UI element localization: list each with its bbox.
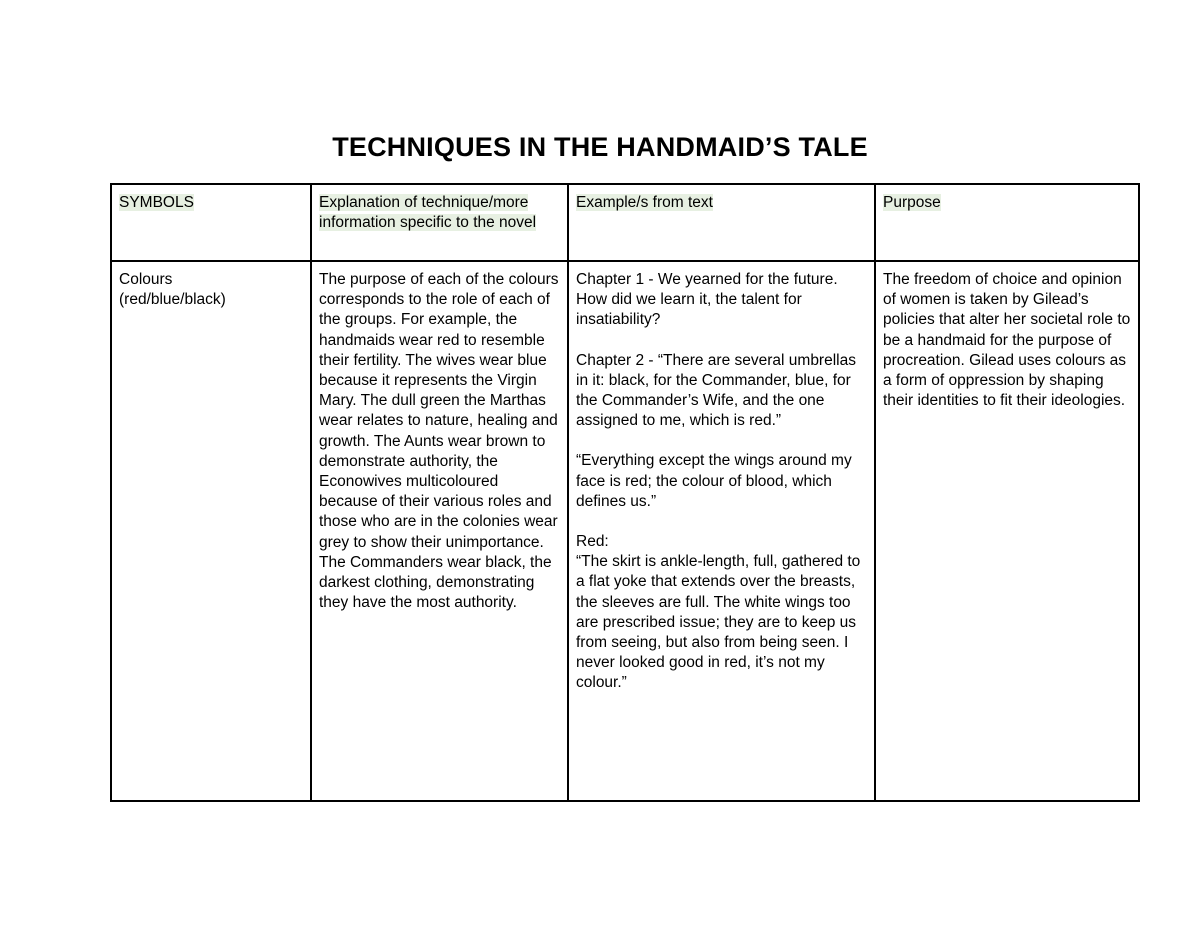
example-chapter-2: Chapter 2 - “There are several umbrellas in it: black, for the Commander, blue, for the Commander’s Wife, and the one assigned to me, which is red.” <box>576 351 856 430</box>
header-explanation: Explanation of technique/more information specific to the novel <box>319 194 537 232</box>
header-examples: Example/s from text <box>576 194 713 211</box>
header-cell-symbols <box>111 184 311 261</box>
purpose-text: The freedom of choice and opinion of women is taken by Gilead’s policies that alter her societal role to be a handmaid for the purpose of procreation. Gilead uses colours as a form of oppression by shaping their identities to fit their ideologies. <box>883 271 1131 410</box>
purpose-cell <box>875 261 1139 801</box>
example-wings-quote: “Everything except the wings around my face is red; the colour of blood, which defines us.” <box>576 452 852 510</box>
explanation-text: The purpose of each of the colours corresponds to the role of each of the groups. For example, the handmaids wear red to resemble their fertility. The wives wear blue because it represents the Virgin Mary. The dull green the Marthas wear relates to nature, healing and growth. The Aunts wear brown to demonstrate authority, the Econowives multicoloured because of their various roles and those who are in the colonies wear grey to show their unimportance. The Commanders wear black, the darkest clothing, demonstrating they have the most authority. <box>319 271 559 612</box>
header-cell-explanation <box>311 184 568 261</box>
header-symbols: SYMBOLS <box>119 194 194 211</box>
header-purpose: Purpose <box>883 194 941 211</box>
header-cell-examples <box>568 184 875 261</box>
header-cell-purpose <box>875 184 1139 261</box>
page-title: TECHNIQUES IN THE HANDMAID’S TALE <box>332 132 868 162</box>
symbol-text: Colours (red/blue/black) <box>119 271 226 309</box>
examples-cell <box>568 261 875 801</box>
example-chapter-1: Chapter 1 - We yearned for the future. How did we learn it, the talent for insatiability? <box>576 271 838 329</box>
table-header-row <box>111 184 1139 261</box>
explanation-cell <box>311 261 568 801</box>
table-row <box>111 261 1139 801</box>
techniques-table <box>110 183 1140 802</box>
symbol-cell <box>111 261 311 801</box>
example-red-quote: Red: “The skirt is ankle-length, full, gathered to a flat yoke that extends over the breasts, the sleeves are full. The white wings too are prescribed issue; they are to keep us from seeing, but also from being seen. I never looked good in red, it’s not my colour.” <box>576 533 861 692</box>
